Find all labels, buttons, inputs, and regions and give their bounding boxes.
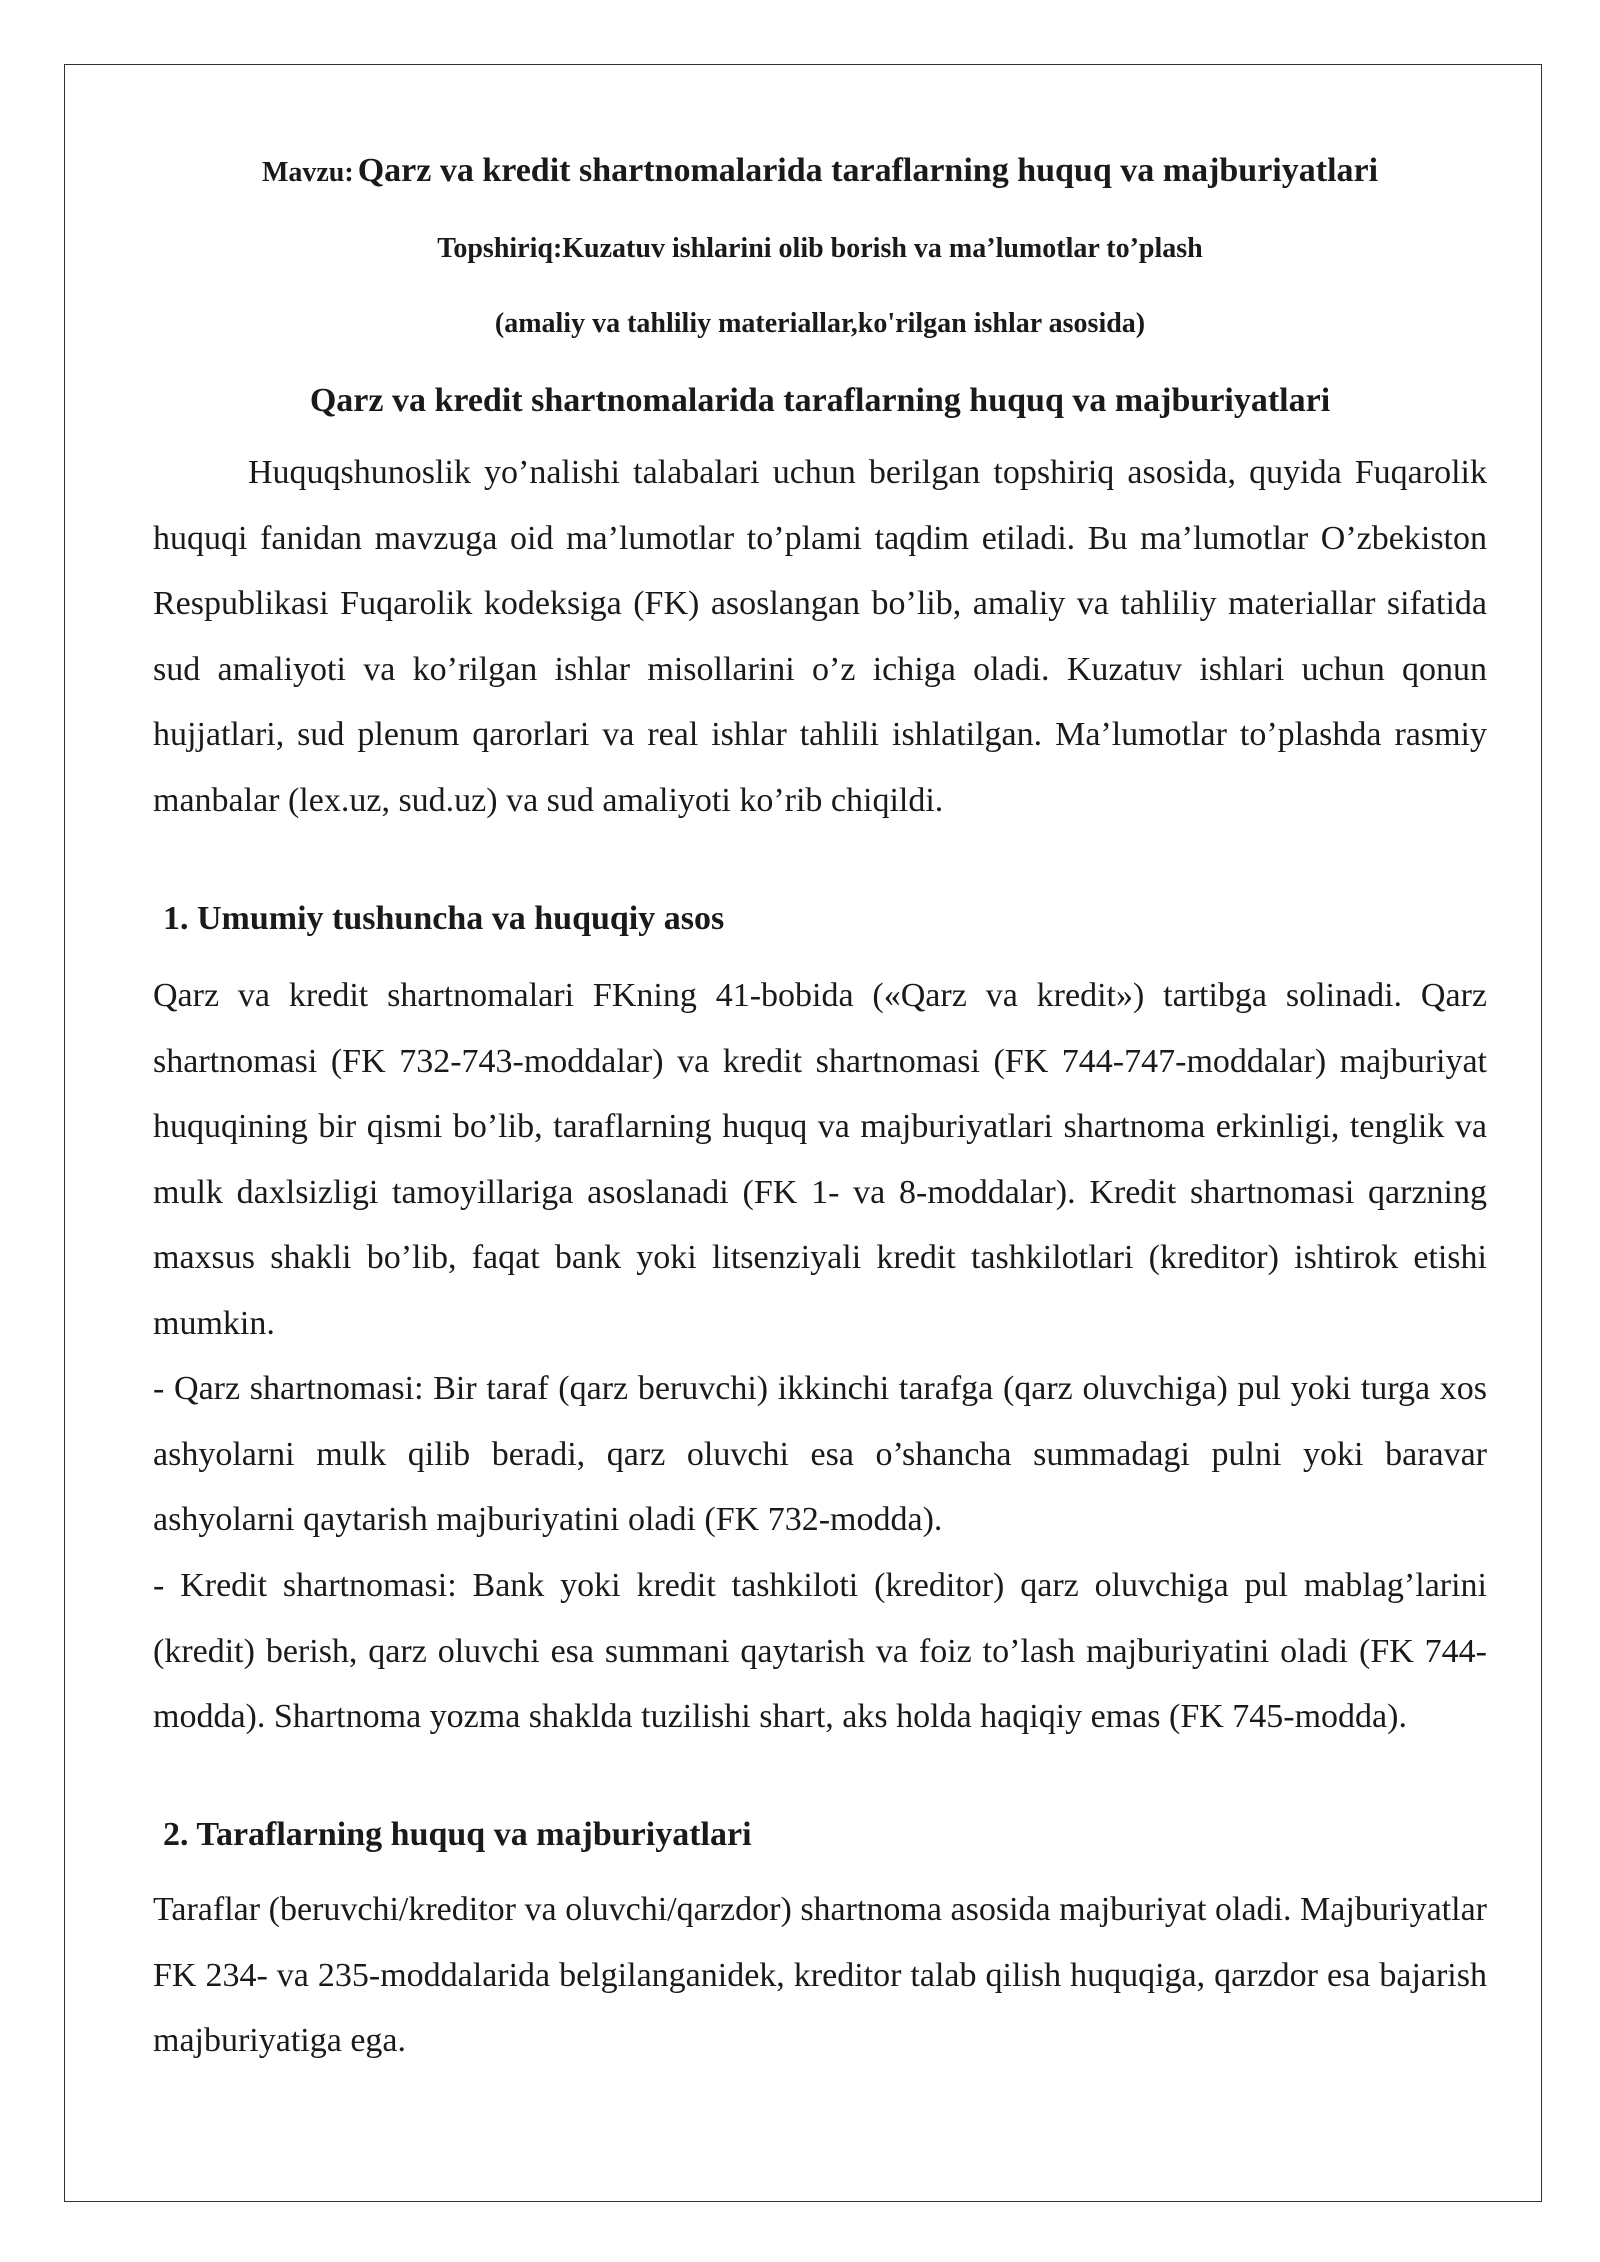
main-heading: Qarz va kredit shartnomalarida taraflarning huquq va majburiyatlari — [309, 382, 1331, 419]
section-2-heading: 2. Taraflarning huquq va majburiyatlari — [163, 1816, 752, 1853]
subtask-line: (amaliy va tahliliy materiallar,ko'rilgan ishlar asosida) — [494, 308, 1146, 339]
section-2-paragraph-1: Taraflar (beruvchi/kreditor va oluvchi/qarzdor) shartnoma asosida majburiyat oladi. Majburiyatlar FK 234- va 235-moddalarida belgilanganidek, kreditor talab qilish huquqiga, qarzdor esa bajarish majburiyatiga ega. — [153, 1891, 1487, 2059]
task-line: Topshiriq:Kuzatuv ishlarini olib borish va ma’lumotlar to’plash — [437, 233, 1203, 264]
topic-title: Qarz va kredit shartnomalarida taraflarning huquq va majburiyatlari — [357, 152, 1379, 189]
section-1-heading: 1. Umumiy tushuncha va huquqiy asos — [163, 900, 725, 937]
section-1-paragraph-3: - Kredit shartnomasi: Bank yoki kredit tashkiloti (kreditor) qarz oluvchiga pul mablag’larini (kredit) berish, qarz oluvchi esa summani qaytarish va foiz to’lash majburiyatini oladi (FK 744-modda). Shartnoma yozma shaklda tuzilishi shart, aks holda haqiqiy emas (FK 745-modda). — [153, 1567, 1487, 1735]
section-1-paragraph-1: Qarz va kredit shartnomalari FKning 41-bobida («Qarz va kredit») tartibga solinadi. Qarz shartnomasi (FK 732-743-moddalar) va kredit shartnomasi (FK 744-747-moddalar) majburiyat huquqining bir qismi bo’lib, taraflarning huquq va majburiyatlari shartnoma erkinligi, tenglik va mulk daxlsizligi tamoyillariga asoslanadi (FK 1- va 8-moddalar). Kredit shartnomasi qarzning maxsus shakli bo’lib, faqat bank yoki litsenziyali kredit tashkilotlari (kreditor) ishtirok etishi mumkin. — [153, 977, 1487, 1342]
section-1-paragraph-2: - Qarz shartnomasi: Bir taraf (qarz beruvchi) ikkinchi tarafga (qarz oluvchiga) pul yoki turga xos ashyolarni mulk qilib beradi, qarz oluvchi esa o’shancha summadagi pulni yoki baravar ashyolarni qaytarish majburiyatini oladi (FK 732-modda). — [153, 1370, 1487, 1538]
intro-paragraph: Huquqshunoslik yo’nalishi talabalari uchun berilgan topshiriq asosida, quyida Fuqarolik huquqi fanidan mavzuga oid ma’lumotlar to’plami taqdim etiladi. Bu ma’lumotlar O’zbekiston Respublikasi Fuqarolik kodeksiga (FK) asoslangan bo’lib, amaliy va tahliliy materiallar sifatida sud amaliyoti va ko’rilgan ishlar misollarini o’z ichiga oladi. Kuzatuv ishlari uchun qonun hujjatlari, sud plenum qarorlari va real ishlar tahlili ishlatilgan. Ma’lumotlar to’plashda rasmiy manbalar (lex.uz, sud.uz) va sud amaliyoti ko’rib chiqildi. — [153, 454, 1487, 819]
topic-line — [153, 152, 1487, 190]
topic-prefix: Mavzu: — [261, 157, 354, 188]
